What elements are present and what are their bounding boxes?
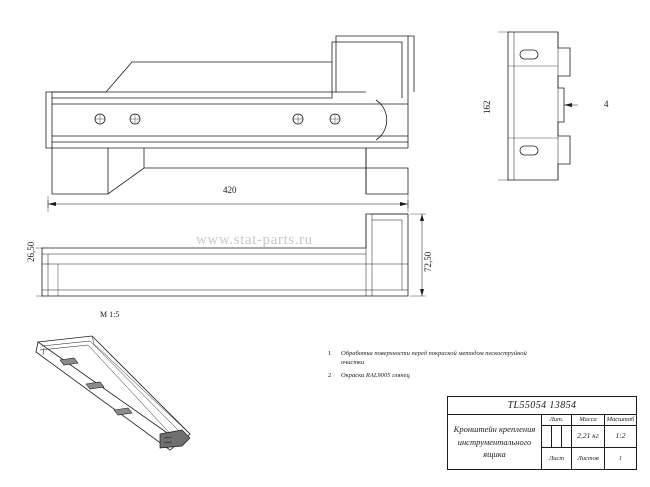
lit-cell-1	[542, 426, 552, 447]
part-name-line-3: ящика	[483, 449, 506, 460]
dimension-72-50: 72,50	[423, 251, 433, 272]
note-text: Окраска RAL9005 глянец	[341, 371, 410, 379]
watermark: www.stat-parts.ru	[196, 232, 313, 248]
header-lit: Лит.	[542, 415, 572, 425]
title-block	[447, 396, 637, 470]
dimension-26-50: 26,50	[26, 241, 36, 262]
header-scale: Масштаб	[606, 416, 635, 424]
note-item	[328, 371, 528, 380]
note-number: 2	[328, 371, 332, 379]
sheets-value: 1	[618, 454, 623, 462]
scale-label: M 1:5	[100, 310, 120, 319]
part-name	[448, 415, 542, 469]
header-mass: Масса	[572, 415, 605, 425]
mass-value: 2,21 кг	[572, 426, 605, 447]
dimension-420: 420	[223, 185, 237, 195]
scale-value: 1:2	[615, 431, 626, 441]
note-text: Обработка поверхности перед покраской методом пескоструйной очистки	[341, 350, 527, 367]
drawing-code: TL55054 13854	[448, 397, 636, 415]
title-block-footer-row	[542, 448, 636, 469]
part-name-line-2: инструментального	[457, 436, 532, 447]
part-name-line-1: Кронштейн крепления	[453, 423, 536, 434]
lit-cell-2	[552, 426, 562, 447]
bottom-view-drawing	[36, 208, 436, 308]
sheets-label: Листов	[572, 448, 605, 469]
title-block-header-row	[542, 415, 636, 426]
technical-notes	[328, 349, 528, 380]
note-item	[328, 349, 528, 368]
note-number: 1	[328, 350, 332, 357]
title-block-value-row	[542, 426, 636, 448]
dimension-4: 4	[604, 99, 609, 109]
side-view-drawing	[498, 26, 578, 186]
dimension-162: 162	[482, 100, 492, 114]
lit-cell-3	[562, 426, 572, 447]
sheet-label: Лист	[542, 448, 572, 469]
isometric-view-drawing	[30, 330, 200, 460]
